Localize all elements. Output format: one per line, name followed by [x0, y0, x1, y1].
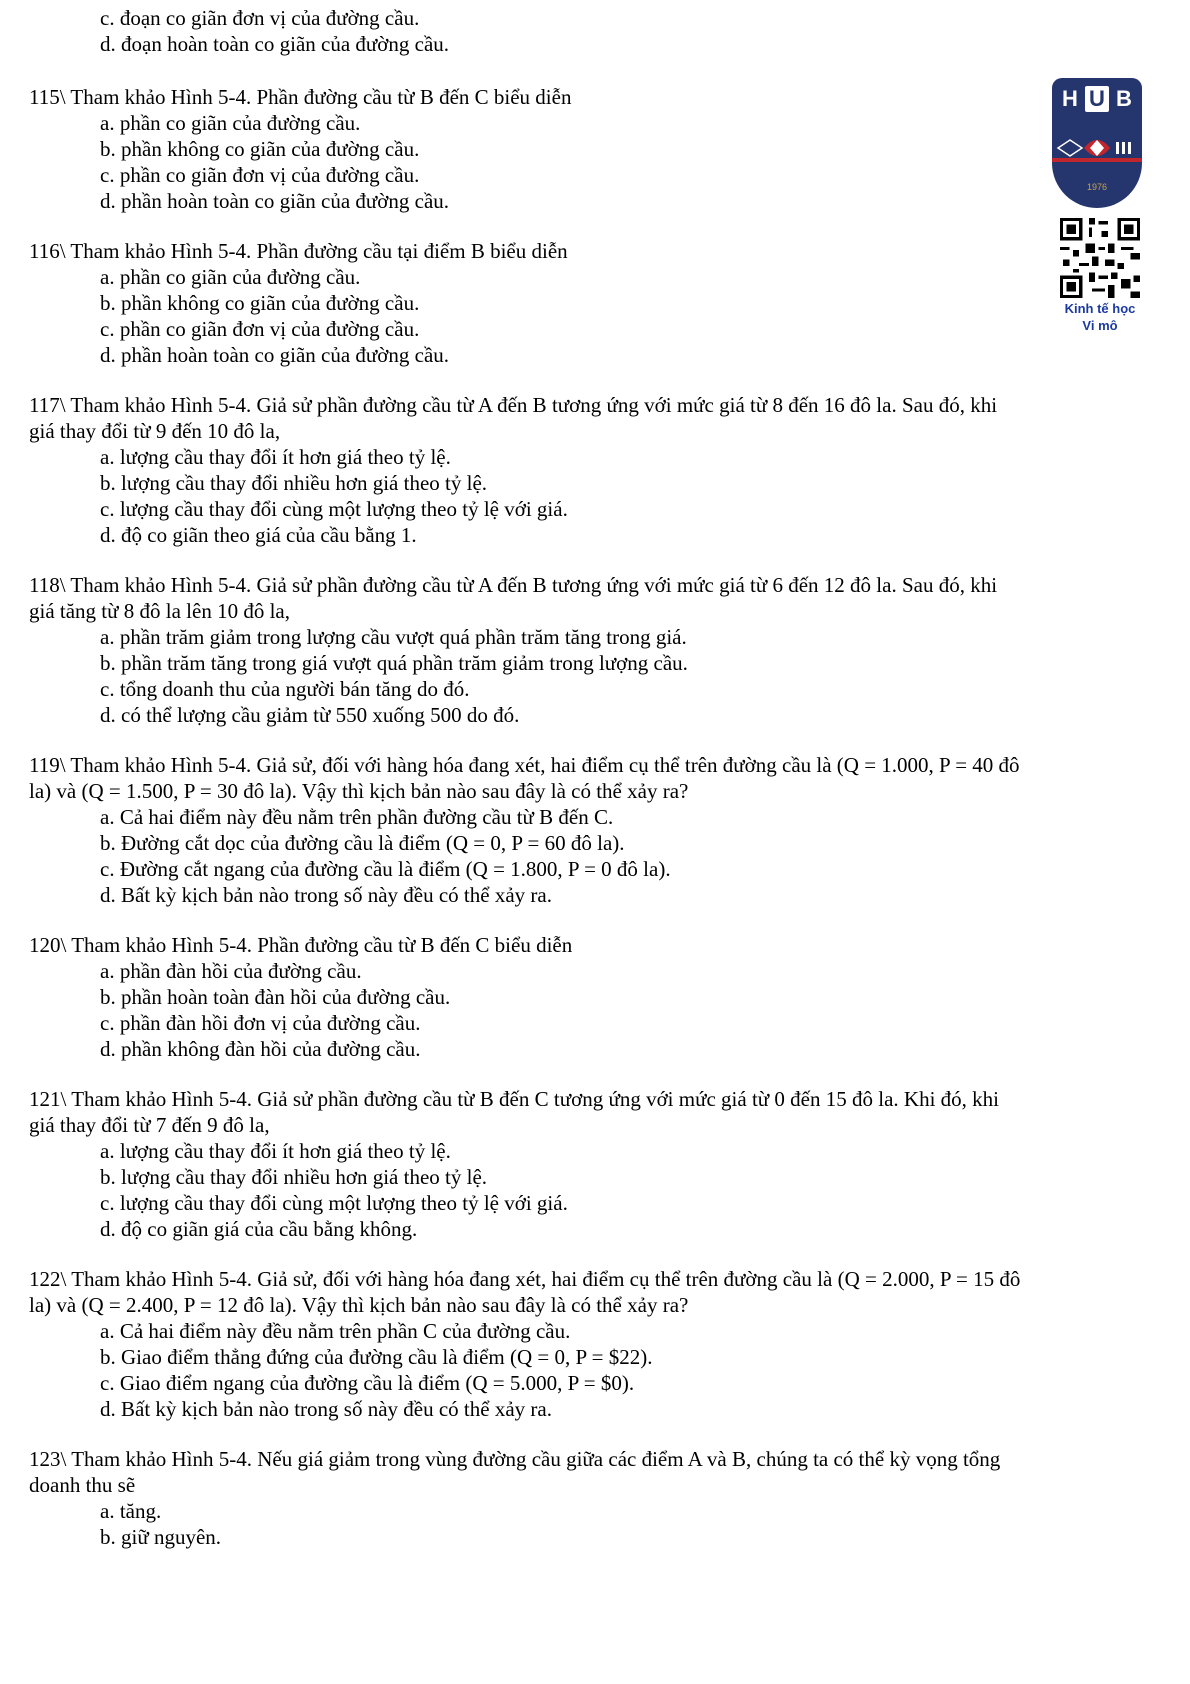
logo-letters [1058, 84, 1136, 114]
option-line: b. phần hoàn toàn đàn hồi của đường cầu. [100, 985, 451, 1009]
option-line: c. phần co giãn đơn vị của đường cầu. [100, 317, 420, 341]
option-line: d. Bất kỳ kịch bản nào trong số này đều có thể xảy ra. [100, 1397, 552, 1421]
option-line: a. tăng. [100, 1499, 162, 1523]
logo-letter-b: B [1116, 86, 1132, 111]
question-118-cont: giá tăng từ 8 đô la lên 10 đô la, [29, 599, 290, 623]
option-line: a. phần co giãn của đường cầu. [100, 111, 361, 135]
option-line: b. lượng cầu thay đổi nhiều hơn giá theo tỷ lệ. [100, 471, 488, 495]
qr-label-line2: Vi mô [1082, 318, 1118, 333]
logo-letter-h: H [1062, 86, 1078, 111]
option-line: c. lượng cầu thay đổi cùng một lượng theo tỷ lệ với giá. [100, 497, 568, 521]
question-121-cont: giá thay đổi từ 7 đến 9 đô la, [29, 1113, 270, 1137]
question-116: 116\ Tham khảo Hình 5-4. Phần đường cầu tại điểm B biểu diễn [29, 239, 568, 263]
question-122: 122\ Tham khảo Hình 5-4. Giả sử, đối với hàng hóa đang xét, hai điểm cụ thể trên đường cầu là (Q = 2.000, P = 15 đô [29, 1267, 1021, 1291]
option-line: b. Giao điểm thẳng đứng của đường cầu là điểm (Q = 0, P = $22). [100, 1345, 653, 1369]
option-line: a. phần co giãn của đường cầu. [100, 265, 361, 289]
question-121: 121\ Tham khảo Hình 5-4. Giả sử phần đường cầu từ B đến C tương ứng với mức giá từ 0 đến 15 đô la. Khi đó, khi [29, 1087, 999, 1111]
option-line: b. phần không co giãn của đường cầu. [100, 291, 420, 315]
option-line: c. tổng doanh thu của người bán tăng do đó. [100, 677, 470, 701]
qr-label-line1: Kinh tế học [1064, 301, 1136, 316]
option-line: b. lượng cầu thay đổi nhiều hơn giá theo tỷ lệ. [100, 1165, 488, 1189]
question-119-cont: la) và (Q = 1.500, P = 30 đô la). Vậy thì kịch bản nào sau đây là có thể xảy ra? [29, 779, 689, 803]
option-line: a. phần đàn hồi của đường cầu. [100, 959, 362, 983]
question-118: 118\ Tham khảo Hình 5-4. Giả sử phần đường cầu từ A đến B tương ứng với mức giá từ 6 đến 12 đô la. Sau đó, khi [29, 573, 998, 597]
hub-logo [1052, 78, 1142, 208]
question-120: 120\ Tham khảo Hình 5-4. Phần đường cầu từ B đến C biểu diễn [29, 933, 573, 957]
option-line: a. lượng cầu thay đổi ít hơn giá theo tỷ lệ. [100, 445, 451, 469]
option-line: d. Bất kỳ kịch bản nào trong số này đều có thể xảy ra. [100, 883, 552, 907]
question-115: 115\ Tham khảo Hình 5-4. Phần đường cầu từ B đến C biểu diễn [29, 85, 572, 109]
option-line: c. đoạn co giãn đơn vị của đường cầu. [100, 6, 420, 30]
qr-code-icon [1060, 218, 1140, 298]
option-line: c. phần co giãn đơn vị của đường cầu. [100, 163, 420, 187]
question-117-cont: giá thay đổi từ 9 đến 10 đô la, [29, 419, 281, 443]
option-line: d. phần hoàn toàn co giãn của đường cầu. [100, 343, 450, 367]
option-line: b. giữ nguyên. [100, 1525, 222, 1549]
question-123: 123\ Tham khảo Hình 5-4. Nếu giá giảm trong vùng đường cầu giữa các điểm A và B, chúng ta có thể kỳ vọng tổng [29, 1447, 1001, 1471]
option-line: c. Đường cắt ngang của đường cầu là điểm (Q = 1.800, P = 0 đô la). [100, 857, 671, 881]
question-117: 117\ Tham khảo Hình 5-4. Giả sử phần đường cầu từ A đến B tương ứng với mức giá từ 8 đến 16 đô la. Sau đó, khi [29, 393, 998, 417]
option-line: c. lượng cầu thay đổi cùng một lượng theo tỷ lệ với giá. [100, 1191, 568, 1215]
option-line: d. độ co giãn giá của cầu bằng không. [100, 1217, 418, 1241]
option-line: a. phần trăm giảm trong lượng cầu vượt quá phần trăm tăng trong giá. [100, 625, 687, 649]
option-line: b. Đường cắt dọc của đường cầu là điểm (Q = 0, P = 60 đô la). [100, 831, 625, 855]
option-line: c. phần đàn hồi đơn vị của đường cầu. [100, 1011, 421, 1035]
option-line: c. Giao điểm ngang của đường cầu là điểm (Q = 5.000, P = $0). [100, 1371, 635, 1395]
option-line: d. phần không đàn hồi của đường cầu. [100, 1037, 421, 1061]
logo-shield [1052, 78, 1142, 208]
option-line: d. phần hoàn toàn co giãn của đường cầu. [100, 189, 450, 213]
question-119: 119\ Tham khảo Hình 5-4. Giả sử, đối với hàng hóa đang xét, hai điểm cụ thể trên đường cầu là (Q = 1.000, P = 40 đô [29, 753, 1020, 777]
option-line: a. Cả hai điểm này đều nằm trên phần C của đường cầu. [100, 1319, 571, 1343]
option-line: a. Cả hai điểm này đều nằm trên phần đường cầu từ B đến C. [100, 805, 614, 829]
logo-emblem-icon [1052, 134, 1142, 162]
option-line: b. phần trăm tăng trong giá vượt quá phần trăm giảm trong lượng cầu. [100, 651, 688, 675]
option-line: d. độ co giãn theo giá của cầu bằng 1. [100, 523, 417, 547]
option-line: d. có thể lượng cầu giảm từ 550 xuống 500 do đó. [100, 703, 520, 727]
option-line: d. đoạn hoàn toàn co giãn của đường cầu. [100, 32, 450, 56]
option-line: b. phần không co giãn của đường cầu. [100, 137, 420, 161]
logo-year: 1976 [1086, 182, 1108, 192]
question-123-cont: doanh thu sẽ [29, 1473, 136, 1497]
option-line: a. lượng cầu thay đổi ít hơn giá theo tỷ lệ. [100, 1139, 451, 1163]
question-122-cont: la) và (Q = 2.400, P = 12 đô la). Vậy thì kịch bản nào sau đây là có thể xảy ra? [29, 1293, 689, 1317]
logo-letter-u: U [1085, 86, 1109, 112]
